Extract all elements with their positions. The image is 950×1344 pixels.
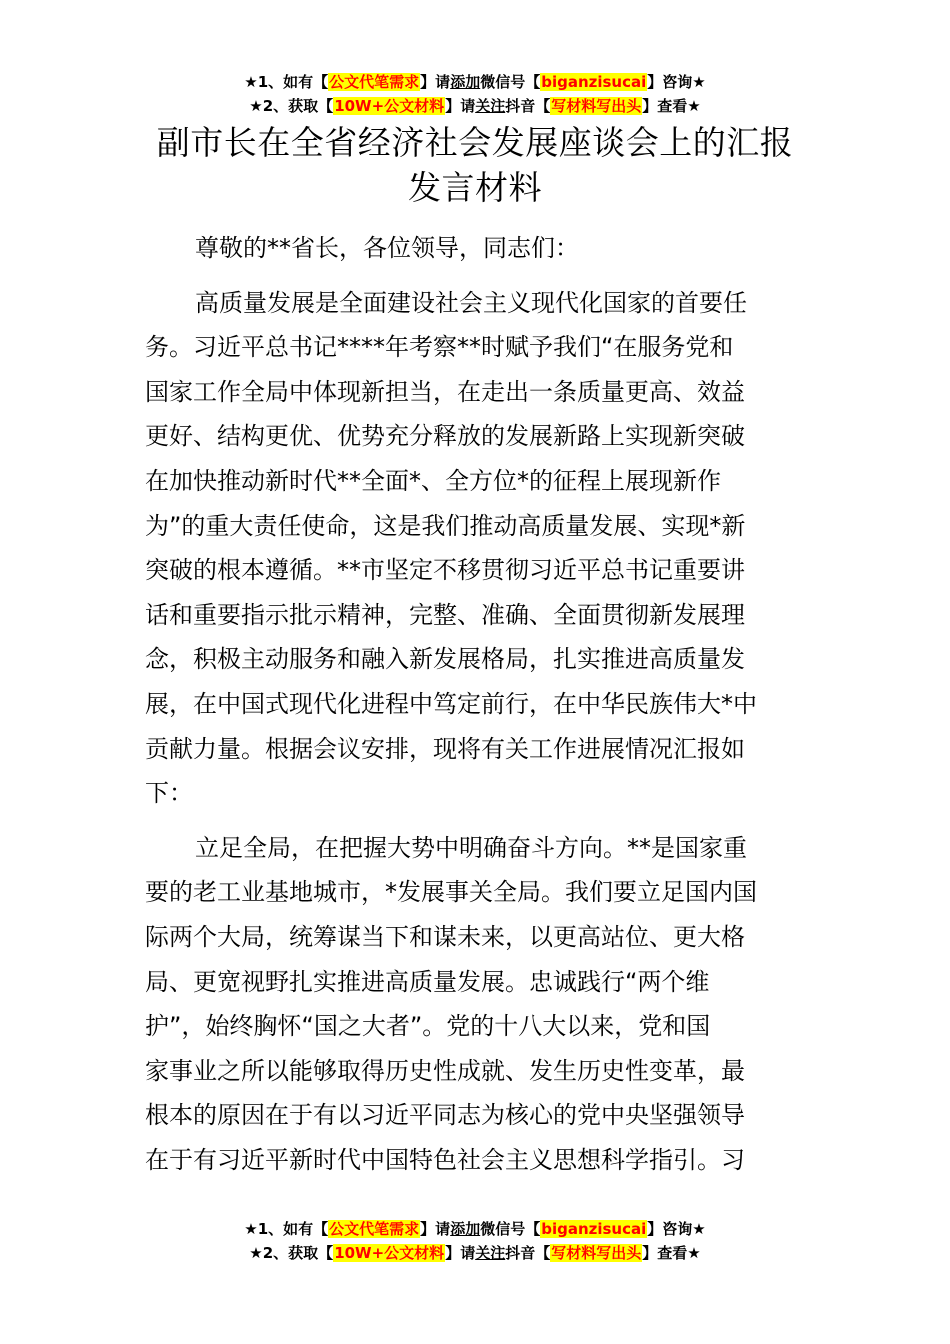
promo-highlight: biganzisucai: [541, 1220, 647, 1238]
promo-text: 】查看★: [642, 1244, 701, 1262]
promo-highlight: biganzisucai: [541, 73, 647, 91]
salutation: 尊敬的**省长，各位领导，同志们：: [195, 234, 579, 262]
text-line: 根本的原因在于有以习近平同志为核心的党中央坚强领导: [145, 1101, 745, 1130]
text-line: 展，在中国式现代化进程中笃定前行，在中华民族伟大*中: [145, 689, 757, 718]
text-line: 在加快推动新时代**全面*、全方位*的征程上展现新作: [145, 466, 721, 495]
text-line: 家事业之所以能够取得历史性成就、发生历史性变革，最: [145, 1056, 745, 1085]
text-line: 际两个大局，统筹谋当下和谋未来，以更高站位、更大格: [145, 922, 745, 951]
promo-underline: 添加: [450, 73, 481, 91]
promo-highlight: 10W+公文材料: [334, 1244, 445, 1262]
promo-text: ★2、获取【: [249, 1244, 334, 1262]
document-body: [145, 226, 810, 1182]
text-line: 突破的根本遵循。**市坚定不移贯彻习近平总书记重要讲: [145, 556, 745, 585]
promo-underline: 添加: [450, 1220, 481, 1238]
promo-text: 】请: [445, 1244, 476, 1262]
text-line: 为”的重大责任使命，这是我们推动高质量发展、实现*新: [145, 511, 746, 540]
promo-line-1: [0, 70, 950, 94]
text-line: 贡献力量。根据会议安排，现将有关工作进展情况汇报如: [145, 734, 745, 763]
text-line: 高质量发展是全面建设社会主义现代化国家的首要任: [195, 288, 747, 317]
bottom-promo-banner: [0, 1217, 950, 1265]
promo-underline: 关注: [475, 1244, 506, 1262]
promo-text: 】请: [445, 97, 476, 115]
promo-text: 微信号【: [480, 1220, 541, 1238]
text-line: 立足全局，在把握大势中明确奋斗方向。**是国家重: [195, 833, 747, 862]
text-line: 在于有习近平新时代中国特色社会主义思想科学指引。习: [145, 1145, 745, 1174]
promo-highlight: 公文代笔需求: [329, 73, 420, 91]
title-line: 发言材料: [408, 168, 542, 207]
promo-text: 】查看★: [642, 97, 701, 115]
text-line: 护”，始终胸怀“国之大者”。党的十八大以来，党和国: [145, 1012, 711, 1041]
document-title: [140, 120, 810, 210]
title-line: 副市长在全省经济社会发展座谈会上的汇报: [156, 123, 794, 162]
text-line: 国家工作全局中体现新担当，在走出一条质量更高、效益: [145, 377, 745, 406]
text-line: 要的老工业基地城市，*发展事关全局。我们要立足国内国: [145, 878, 757, 907]
promo-highlight: 写材料写出头: [551, 97, 642, 115]
promo-highlight: 10W+公文材料: [334, 97, 445, 115]
paragraph-2: [145, 826, 810, 1183]
promo-text: 】请: [420, 1220, 451, 1238]
promo-text: 抖音【: [505, 97, 551, 115]
promo-line-1: [0, 1217, 950, 1241]
promo-highlight: 写材料写出头: [551, 1244, 642, 1262]
top-promo-banner: [0, 70, 950, 118]
text-line: 下：: [145, 779, 193, 808]
text-line: 更好、结构更优、优势充分释放的发展新路上实现新突破: [145, 422, 745, 451]
promo-text: 微信号【: [480, 73, 541, 91]
promo-text: 】咨询★: [647, 73, 706, 91]
paragraph-1: [145, 281, 810, 816]
promo-underline: 关注: [475, 97, 506, 115]
promo-line-2: [0, 94, 950, 118]
promo-highlight: 公文代笔需求: [329, 1220, 420, 1238]
text-line: 局、更宽视野扎实推进高质量发展。忠诚践行“两个维: [145, 967, 710, 996]
text-line: 务。习近平总书记****年考察**时赋予我们“在服务党和: [145, 333, 734, 362]
promo-text: 】请: [420, 73, 451, 91]
promo-text: ★1、如有【: [244, 1220, 329, 1238]
promo-text: 】咨询★: [647, 1220, 706, 1238]
text-line: 话和重要指示批示精神，完整、准确、全面贯彻新发展理: [145, 600, 745, 629]
promo-text: 抖音【: [505, 1244, 551, 1262]
text-line: 念，积极主动服务和融入新发展格局，扎实推进高质量发: [145, 645, 745, 674]
promo-line-2: [0, 1241, 950, 1265]
promo-text: ★1、如有【: [244, 73, 329, 91]
promo-text: ★2、获取【: [249, 97, 334, 115]
